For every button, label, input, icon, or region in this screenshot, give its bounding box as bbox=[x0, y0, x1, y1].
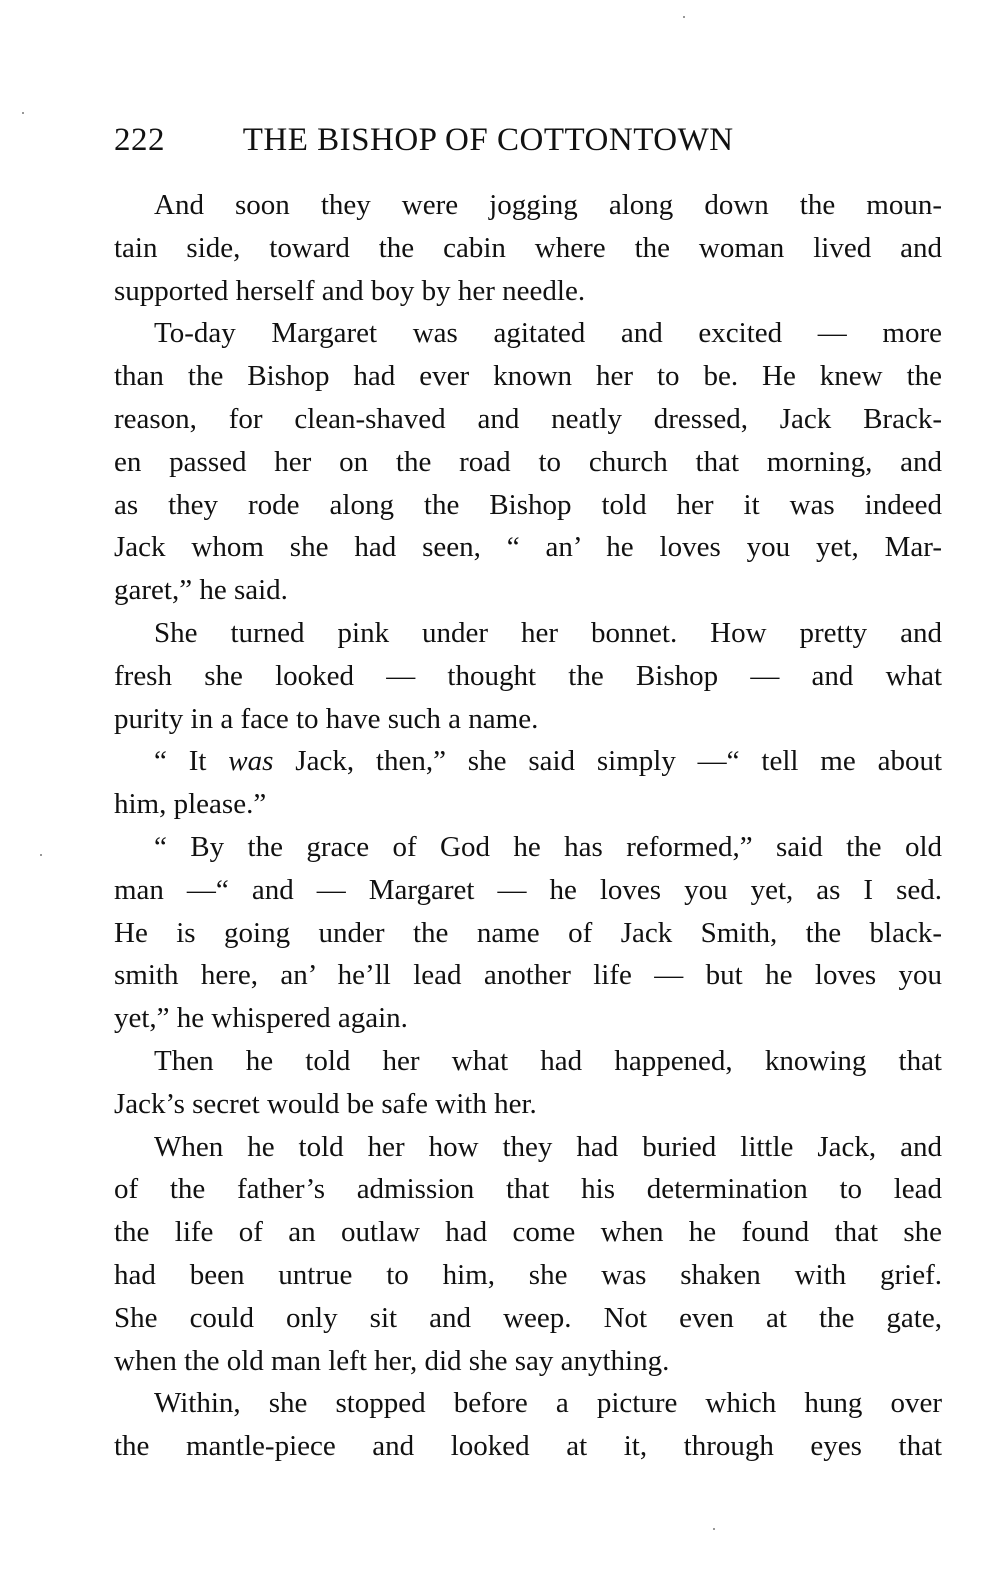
text-line: the life of an outlaw had come when he found that she bbox=[114, 1216, 942, 1249]
text-line: reason, for clean-shaved and neatly dressed, Jack Brack- bbox=[114, 402, 942, 435]
emphasis: was bbox=[228, 745, 274, 778]
text-line: tain side, toward the cabin where the woman lived and bbox=[114, 231, 942, 264]
text-line: the mantle-piece and looked at it, through eyes that bbox=[114, 1430, 942, 1463]
paper-speck bbox=[713, 1528, 715, 1530]
text-line: as they rode along the Bishop told her it was indeed bbox=[114, 488, 942, 521]
page-number: 222 bbox=[114, 122, 165, 158]
text-line: Jack whom she had seen, “ an’ he loves you yet, Mar- bbox=[114, 531, 942, 564]
text-line: yet,” he whispered again. bbox=[114, 1002, 408, 1035]
body-text bbox=[114, 184, 942, 1468]
text-line: purity in a face to have such a name. bbox=[114, 702, 539, 735]
text-line: supported herself and boy by her needle. bbox=[114, 274, 586, 307]
text-line: And soon they were jogging along down the moun- bbox=[154, 189, 942, 221]
text-line: When he told her how they had buried little Jack, and bbox=[154, 1130, 942, 1163]
text-line: To-day Margaret was agitated and excited — more bbox=[154, 317, 942, 350]
text-line: “ It was Jack, then,” she said simply —“ tell me about bbox=[154, 745, 942, 778]
text-line: Within, she stopped before a picture which hung over bbox=[154, 1387, 942, 1420]
text-line: He is going under the name of Jack Smith, the black- bbox=[114, 916, 942, 949]
text-line: She turned pink under her bonnet. How pretty and bbox=[154, 616, 942, 649]
text-line: en passed her on the road to church that morning, and bbox=[114, 445, 942, 478]
text-line: than the Bishop had ever known her to be. He knew the bbox=[114, 360, 942, 393]
text-line: when the old man left her, did she say anything. bbox=[114, 1344, 670, 1377]
text-line: fresh she looked — thought the Bishop — and what bbox=[114, 659, 942, 692]
text-line: him, please.” bbox=[114, 788, 267, 821]
text-line: She could only sit and weep. Not even at the gate, bbox=[114, 1301, 942, 1334]
text-line: Then he told her what had happened, knowing that bbox=[154, 1044, 942, 1077]
running-title: THE BISHOP OF COTTONTOWN bbox=[242, 122, 734, 158]
paper-speck bbox=[683, 16, 685, 18]
text-line: Jack’s secret would be safe with her. bbox=[114, 1087, 537, 1120]
text-line: smith here, an’ he’ll lead another life — but he loves you bbox=[114, 959, 942, 992]
text-line: of the father’s admission that his determination to lead bbox=[114, 1173, 942, 1206]
text-line: “ By the grace of God he has reformed,” said the old bbox=[154, 830, 942, 863]
text-line: man —“ and — Margaret — he loves you yet, as I sed. bbox=[114, 873, 942, 906]
text-line: garet,” he said. bbox=[114, 574, 288, 607]
running-header bbox=[114, 122, 934, 172]
paper-speck bbox=[40, 854, 42, 856]
paper-speck bbox=[22, 112, 24, 114]
text-line: had been untrue to him, she was shaken with grief. bbox=[114, 1258, 942, 1291]
